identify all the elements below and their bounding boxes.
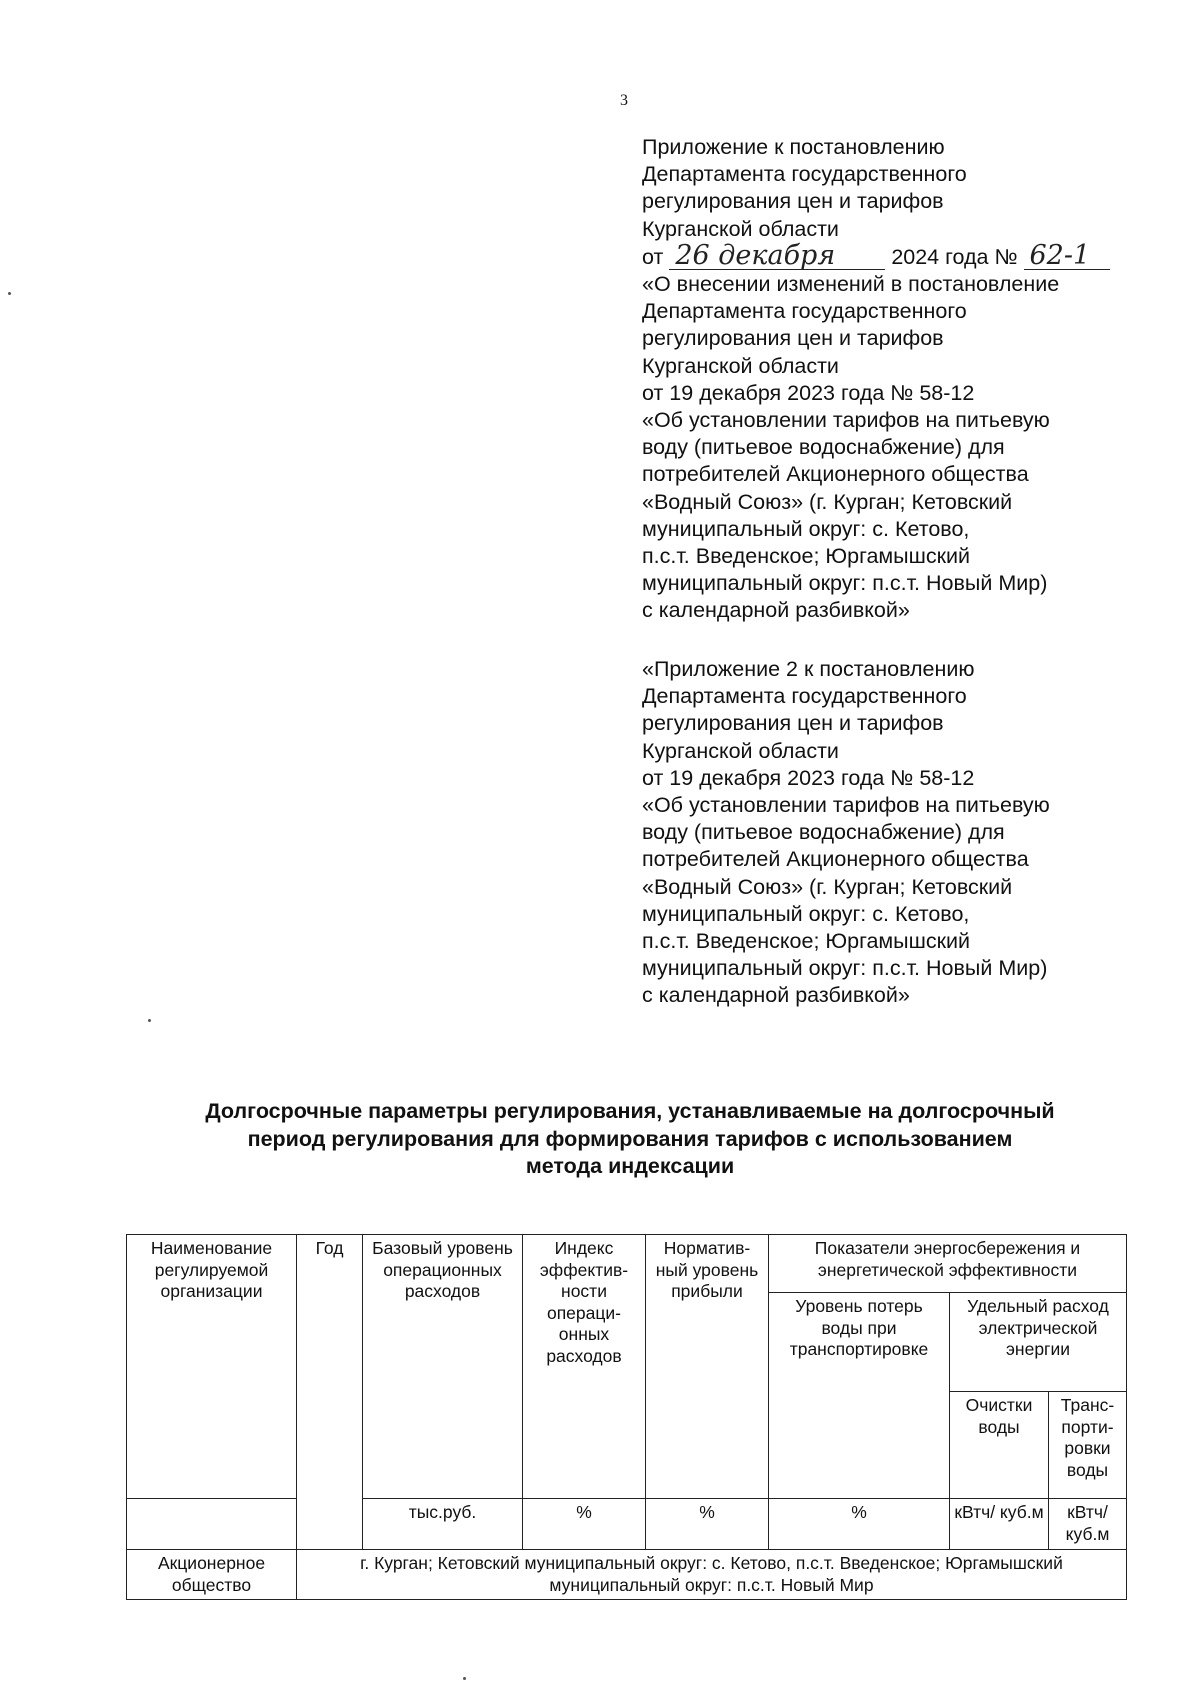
appendix-line: с календарной разбивкой» — [642, 598, 910, 623]
appendix-main — [642, 134, 1182, 625]
table-header-row — [127, 1235, 1127, 1293]
appendix-line: Департамента государственного — [642, 162, 967, 187]
header-efficiency-index: Индекс эффектив-ности операци-онных расходов — [523, 1235, 646, 1499]
appendix-line: «Об установлении тарифов на питьевую — [642, 793, 1050, 818]
appendix-line: «Водный Союз» (г. Курган; Кетовский — [642, 489, 1013, 514]
header-base-costs: Базовый уровень операционных расходов — [363, 1235, 523, 1499]
appendix-line: «Приложение 2 к постановлению — [642, 657, 975, 681]
appendix-line: Департамента государственного — [642, 299, 967, 324]
appendix-line: «О внесении изменений в постановление — [642, 272, 1060, 297]
header-water-loss: Уровень потерь воды при транспортировке — [769, 1293, 950, 1499]
appendix-line: потребителей Акционерного общества — [642, 462, 1029, 487]
title-line: метода индексации — [525, 1154, 735, 1178]
header-org: Наименование регулируемой организации — [127, 1235, 297, 1499]
handwritten-number: 62-1 — [1024, 243, 1110, 270]
unit-profit: % — [646, 1499, 769, 1550]
appendix-line: «Водный Союз» (г. Курган; Кетовский — [642, 874, 1013, 899]
appendix-line: регулирования цен и тарифов — [642, 326, 944, 351]
org-name-cell: Акционерное общество — [127, 1550, 297, 1600]
appendix-line: п.с.т. Введенское; Юргамышский — [642, 544, 971, 569]
unit-base: тыс.руб. — [363, 1499, 523, 1550]
scan-speck — [463, 1677, 466, 1680]
unit-loss: % — [769, 1499, 950, 1550]
header-profit: Норматив-ный уровень прибыли — [646, 1235, 769, 1499]
appendix-line: «Об установлении тарифов на питьевую — [642, 408, 1050, 433]
appendix-line: Департамента государственного — [642, 684, 967, 709]
header-specific-consumption: Удельный расход электрической энергии — [950, 1293, 1127, 1392]
header-year: Год — [297, 1235, 363, 1550]
table-units-row — [127, 1499, 1127, 1550]
title-line: Долгосрочные параметры регулирования, устанавливаемые на долгосрочный — [205, 1099, 1055, 1123]
scan-speck — [8, 292, 11, 295]
date-line — [642, 239, 1182, 271]
appendix-line: от 19 декабря 2023 года № 58-12 — [642, 765, 975, 790]
header-transport: Транс-порти-ровки воды — [1049, 1392, 1127, 1499]
table-row — [127, 1550, 1127, 1600]
appendix-line: Курганской области — [642, 216, 839, 241]
appendix-line: Приложение к постановлению — [642, 135, 945, 159]
appendix-line: муниципальный округ: с. Кетово, — [642, 901, 970, 926]
unit-cleaning: кВтч/ куб.м — [950, 1499, 1049, 1550]
appendix-line: с календарной разбивкой» — [642, 983, 910, 1008]
title-line: период регулирования для формирования тарифов с использованием — [247, 1126, 1013, 1151]
appendix-line: воду (питьевое водоснабжение) для — [642, 820, 1005, 845]
area-cell: г. Курган; Кетовский муниципальный округ: с. Кетово, п.с.т. Введенское; Юргамышский муниципальный округ: п.с.т. Новый Мир — [297, 1550, 1127, 1600]
units-org-empty — [127, 1499, 297, 1550]
unit-transport: кВтч/ куб.м — [1049, 1499, 1127, 1550]
appendix-line: от 19 декабря 2023 года № 58-12 — [642, 380, 975, 405]
appendix-line: регулирования цен и тарифов — [642, 711, 944, 736]
parameters-table — [126, 1234, 1127, 1600]
scan-speck — [148, 1019, 151, 1022]
appendix-line: муниципальный округ: п.с.т. Новый Мир) — [642, 956, 1048, 981]
appendix-line: муниципальный округ: п.с.т. Новый Мир) — [642, 571, 1048, 596]
appendix-line: Курганской области — [642, 353, 839, 378]
appendix-line: муниципальный округ: с. Кетово, — [642, 516, 970, 541]
header-cleaning: Очистки воды — [950, 1392, 1049, 1499]
header-energy-group: Показатели энергосбережения и энергетической эффективности — [769, 1235, 1127, 1293]
year-text: 2024 года № — [891, 244, 1018, 269]
handwritten-date: 26 декабря — [669, 243, 885, 270]
unit-index: % — [523, 1499, 646, 1550]
date-prefix: от — [642, 244, 664, 269]
appendix-second — [642, 656, 1182, 1010]
page-number: 3 — [620, 92, 628, 109]
appendix-line: регулирования цен и тарифов — [642, 189, 944, 214]
appendix-line: потребителей Акционерного общества — [642, 847, 1029, 872]
document-title — [140, 1098, 1120, 1181]
appendix-line: п.с.т. Введенское; Юргамышский — [642, 929, 971, 954]
appendix-line: Курганской области — [642, 738, 839, 763]
appendix-line: воду (питьевое водоснабжение) для — [642, 435, 1005, 460]
